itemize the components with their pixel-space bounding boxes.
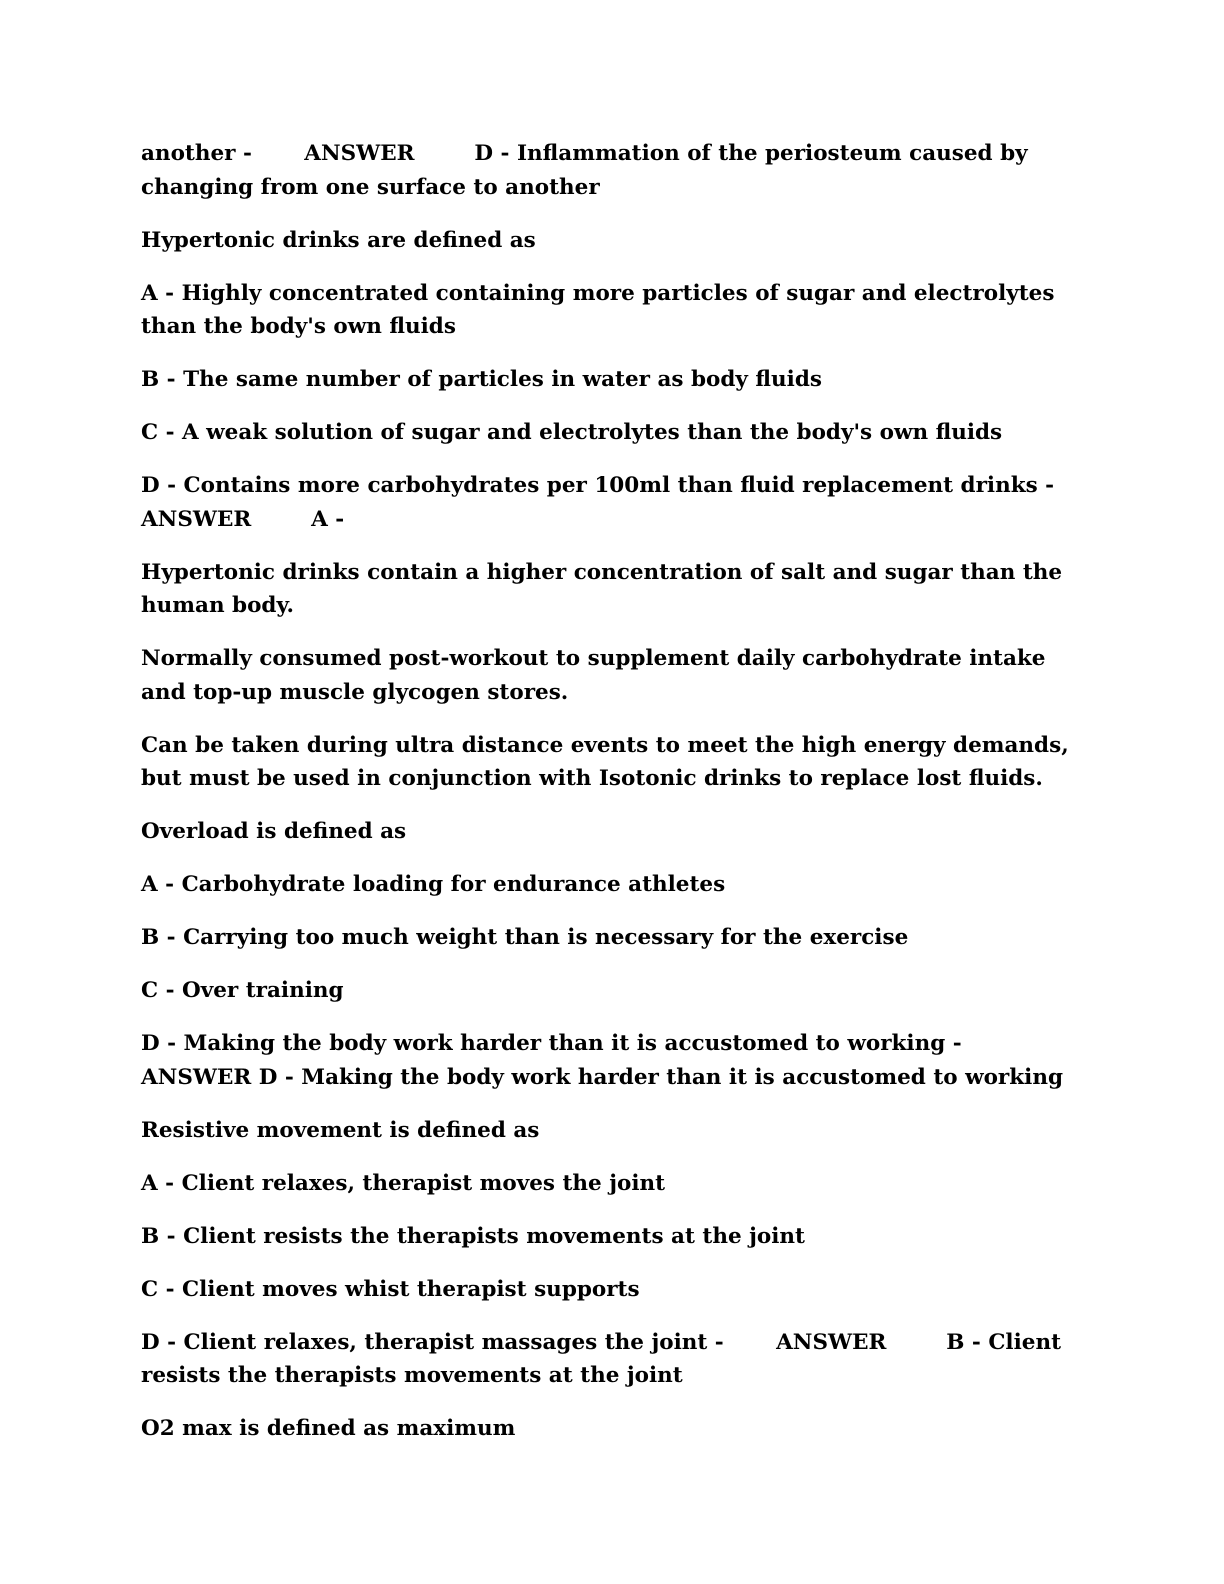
answer-option: C - Over training <box>141 978 344 1003</box>
paragraph: Normally consumed post-workout to supplement daily carbohydrate intake and top-up muscle glycogen stores. <box>141 646 1053 705</box>
answer-option: D - Making the body work harder than it is accustomed to working - ANSWER D - Making the body work harder than it is accustomed to working <box>141 1031 1063 1090</box>
answer-option: A - Client relaxes, therapist moves the joint <box>141 1170 666 1196</box>
paragraph: Can be taken during ultra distance events to meet the high energy demands, but must be used in conjunction with Isotonic drinks to replace lost fluids. <box>141 732 1077 791</box>
answer-option: C - Client moves whist therapist supports <box>141 1276 640 1302</box>
answer-option: D - Contains more carbohydrates per 100ml than fluid replacement drinks - ANSWER A - <box>141 473 1062 532</box>
paragraph: another - ANSWER D - Inflammation of the periosteum caused by changing from one surface to another <box>141 141 1036 200</box>
answer-option: D - Client relaxes, therapist massages the joint - ANSWER B - Client resists the therapists movements at the joint <box>141 1329 1069 1388</box>
paragraph: Hypertonic drinks contain a higher concentration of salt and sugar than the human body. <box>141 559 1070 618</box>
question-heading: O2 max is defined as maximum <box>141 1416 516 1441</box>
answer-option: A - Carbohydrate loading for endurance athletes <box>141 872 726 897</box>
answer-option: B - The same number of particles in water as body fluids <box>141 367 822 392</box>
document-body <box>141 137 1081 1465</box>
answer-option: A - Highly concentrated containing more particles of sugar and electrolytes than the body's own fluids <box>141 280 1062 339</box>
answer-option: C - A weak solution of sugar and electrolytes than the body's own fluids <box>141 420 1003 445</box>
question-heading: Hypertonic drinks are defined as <box>141 227 536 253</box>
answer-option: B - Carrying too much weight than is necessary for the exercise <box>141 925 909 950</box>
answer-option: B - Client resists the therapists movements at the joint <box>141 1223 805 1249</box>
question-heading: Overload is defined as <box>141 819 407 844</box>
question-heading: Resistive movement is defined as <box>141 1117 540 1143</box>
